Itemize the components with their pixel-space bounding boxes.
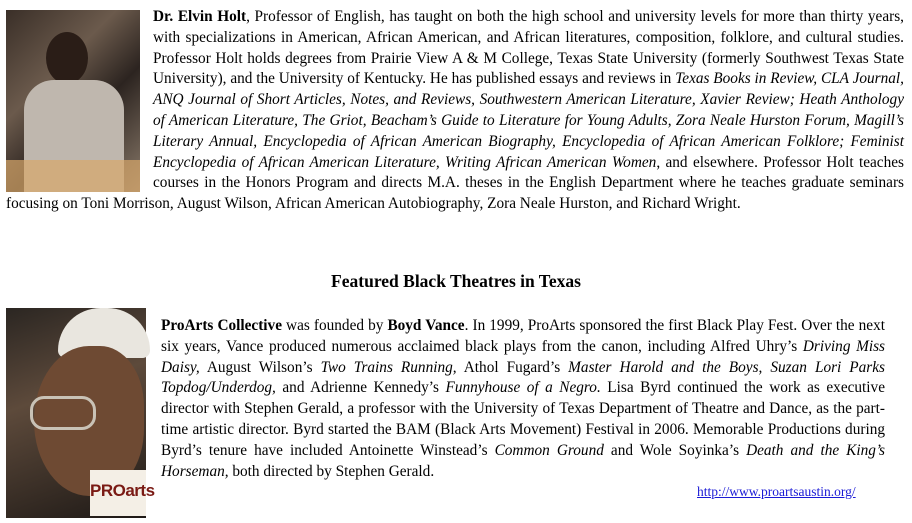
desc-text-3: August Wilson’s: [199, 358, 321, 376]
photo-books-shape: [6, 160, 140, 192]
play-title: Death and the King’s Horseman,: [161, 441, 885, 480]
proarts-description: [161, 316, 885, 482]
desc-text-6: Lisa Byrd continued the work as executive director with Stephen Gerald, a professor with the University of Texas Department of Theatre and Dance, as the part-time artistic director. Byrd started the BAM (Black Arts Movement) Festival in 2006. Memorable Productions during Byrd’s tenure have included Antoinette Winstead’s: [161, 379, 885, 459]
holt-publications: Texas Books in Review, CLA Journal, ANQ Journal of Short Articles, Notes, and Reviews, Southwestern American Literature, Xavier Review; Heath Anthology of American Literature, The Griot, Beacham’s Guide to Literature for Young Adults, Zora Neale Hurston Forum, Magill’s Literary Annual, Encyclopedia of African American Biography, Encyclopedia of African American Folklore; Feminist Encyclopedia of African American Literature, Writing African American Women: [153, 70, 904, 171]
section-title: Featured Black Theatres in Texas: [331, 271, 581, 291]
holt-bio-text-2: , and elsewhere. Professor Holt teaches courses in the Honors Program and directs M.A. theses in the English Department where he teaches graduate seminars focusing on Toni Morrison, August Wilson, African American Autobiography, Zora Neale Hurston, and Richard Wright.: [6, 153, 904, 213]
desc-text-7: and Wole Soyinka’s: [603, 441, 747, 459]
elvin-holt-photo: [6, 10, 140, 192]
holt-name: Dr. Elvin Holt: [153, 8, 247, 25]
desc-text-8: both directed by Stephen Gerald.: [228, 462, 435, 480]
photo-glasses-shape: [30, 396, 96, 430]
proarts-website-link[interactable]: http://www.proartsaustin.org/: [697, 484, 856, 499]
holt-bio: [6, 7, 904, 215]
holt-bio-text-1: , Professor of English, has taught on both the high school and university levels for more than thirty years, with specializations in American, African American, and African literatures, composition, folklore, and cultural studies. Professor Holt holds degrees from Prairie View A & M College, Texas State University (formerly Southwest Texas State University), and the University of Kentucky. He has published essays and reviews in: [153, 8, 904, 88]
desc-text-5: and Adrienne Kennedy’s: [275, 379, 446, 397]
desc-text-2: . In 1999, ProArts sponsored the first Black Play Fest. Over the next six years, Vance produced numerous acclaimed black plays from the canon, including Alfred Uhry’s: [161, 317, 885, 355]
desc-text-1: was founded by: [282, 317, 388, 334]
play-title: Driving Miss Daisy,: [161, 337, 885, 376]
proarts-logo: PROarts: [90, 470, 146, 516]
org-name: ProArts Collective: [161, 317, 282, 334]
boyd-vance-photo: [6, 308, 155, 518]
play-title: Common Ground: [494, 441, 604, 459]
photo-head-shape: [46, 32, 88, 84]
play-title: Two Trains Running,: [320, 358, 457, 376]
play-title: Funnyhouse of a Negro.: [445, 379, 601, 397]
founder-name: Boyd Vance: [387, 317, 465, 334]
play-title: Master Harold and the Boys, Suzan Lori Parks Topdog/Underdog,: [161, 358, 885, 397]
desc-text-4: Athol Fugard’s: [456, 358, 569, 376]
